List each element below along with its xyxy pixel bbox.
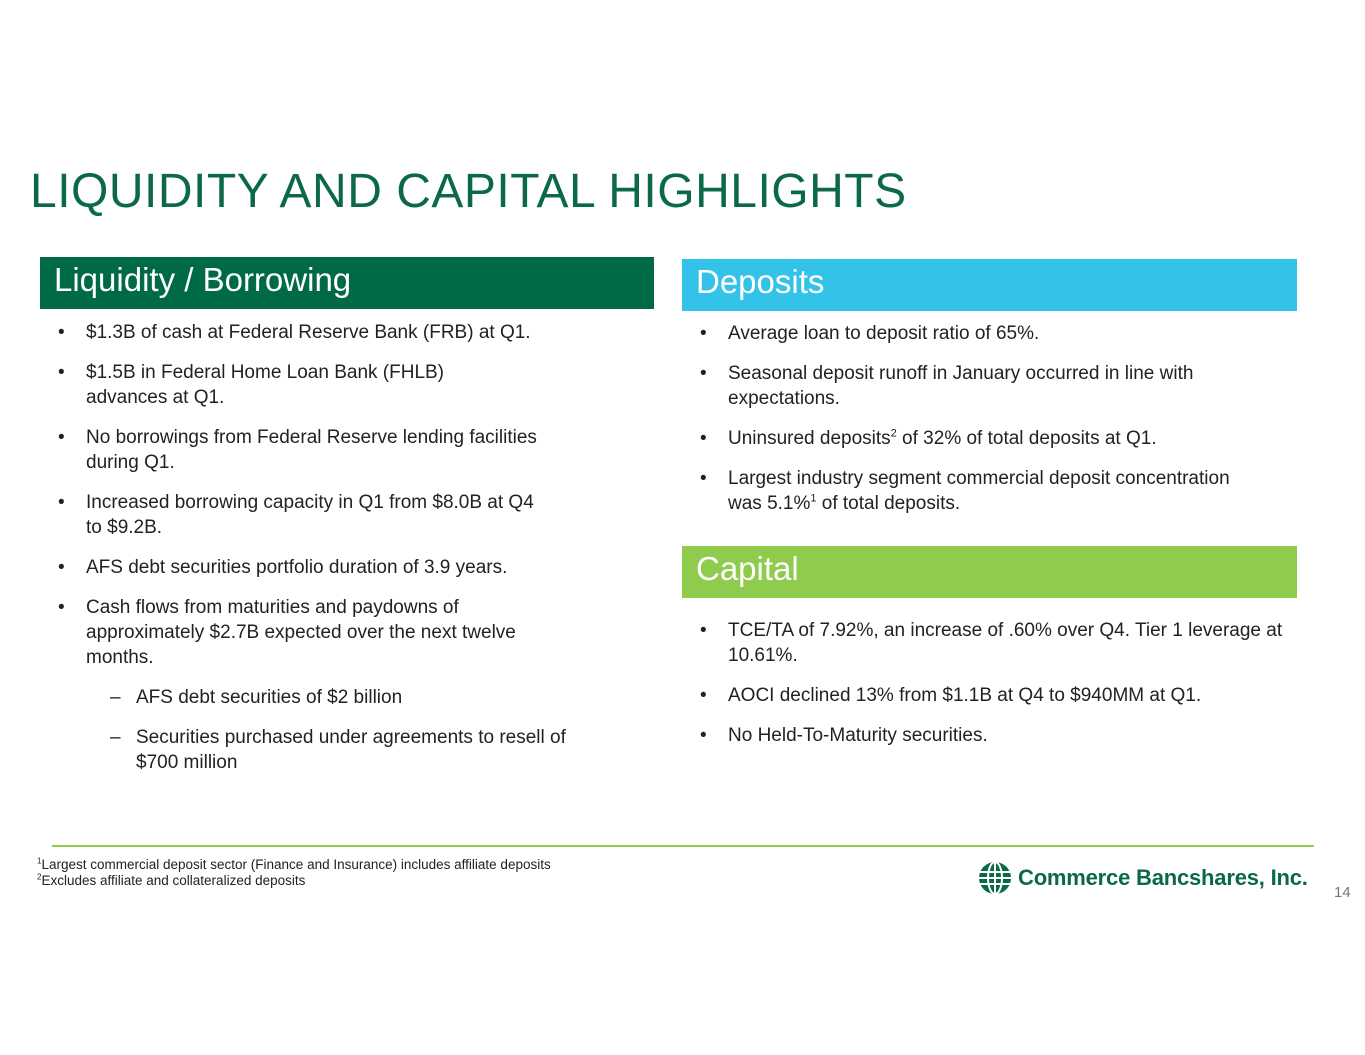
logo-text: Commerce Bancshares, Inc. <box>1018 865 1308 890</box>
list-item: • No Held-To-Maturity securities. <box>700 725 988 746</box>
page-number: 14 <box>1334 884 1351 901</box>
footnote-ref: 2 <box>890 427 897 440</box>
bullet-marker: • <box>58 362 65 383</box>
deposits-header: Deposits <box>682 259 1297 311</box>
footnote-1: $^1$Largest commercial deposit sector (Finance and Insurance) includes affiliate deposits <box>37 856 551 872</box>
dash-marker: – <box>110 687 121 708</box>
sub-list-item: – AFS debt securities of $2 billion <box>110 687 403 708</box>
list-item: • $1.5B in Federal Home Loan Bank (FHLB) advances at Q1. <box>58 362 445 408</box>
list-item: • Increased borrowing capacity in Q1 from $8.0B at Q4 to $9.2B. <box>58 492 534 538</box>
capital-list <box>700 618 1283 763</box>
list-item: • AFS debt securities portfolio duration of 3.9 years. <box>58 557 508 578</box>
bullet-marker: • <box>58 427 65 448</box>
dash-marker: – <box>110 727 121 748</box>
bullet-marker: • <box>700 323 707 344</box>
page-title: LIQUIDITY AND CAPITAL HIGHLIGHTS <box>30 165 907 218</box>
bullet-marker: • <box>700 363 707 384</box>
list-item: • TCE/TA of 7.92%, an increase of .60% over Q4. Tier 1 leverage at 10.61%. <box>700 620 1283 666</box>
bullet-marker: • <box>700 428 707 449</box>
list-item: • Seasonal deposit runoff in January occurred in line with expectations. <box>700 363 1194 409</box>
sub-list-item: – Securities purchased under agreements to resell of $700 million <box>110 727 566 773</box>
list-item: • Average loan to deposit ratio of 65%. <box>700 323 1040 344</box>
bullet-marker: • <box>700 620 707 641</box>
list-item: • Uninsured deposits$^2$ of 32% of total deposits at Q1. <box>700 427 1157 449</box>
globe-icon <box>978 861 1012 895</box>
liquidity-list <box>58 320 618 790</box>
liquidity-header: Liquidity / Borrowing <box>40 257 654 309</box>
bullet-marker: • <box>700 468 707 489</box>
bullet-marker: • <box>58 597 65 618</box>
list-item: • No borrowings from Federal Reserve lending facilities during Q1. <box>58 427 537 473</box>
bullet-marker: • <box>700 685 707 706</box>
bullet-marker: • <box>58 492 65 513</box>
company-logo <box>978 860 1308 896</box>
bullet-marker: • <box>58 322 65 343</box>
footer-divider <box>52 845 1314 847</box>
list-item: • AOCI declined 13% from $1.1B at Q4 to $940MM at Q1. <box>700 685 1202 706</box>
footnotes <box>37 857 551 889</box>
bullet-marker: • <box>700 725 707 746</box>
footnote-ref: 1 <box>810 492 817 505</box>
list-item: • Cash flows from maturities and paydowns of approximately $2.7B expected over the next twelve months. <box>58 597 516 668</box>
list-item: • Largest industry segment commercial deposit concentration was 5.1%$^1$ of total deposits. <box>700 468 1230 514</box>
bullet-marker: • <box>58 557 65 578</box>
footnote-2: $^2$Excludes affiliate and collateralized deposits <box>37 872 306 888</box>
capital-header: Capital <box>682 546 1297 598</box>
list-item: • $1.3B of cash at Federal Reserve Bank (FRB) at Q1. <box>58 322 531 343</box>
deposits-list <box>700 321 1270 531</box>
